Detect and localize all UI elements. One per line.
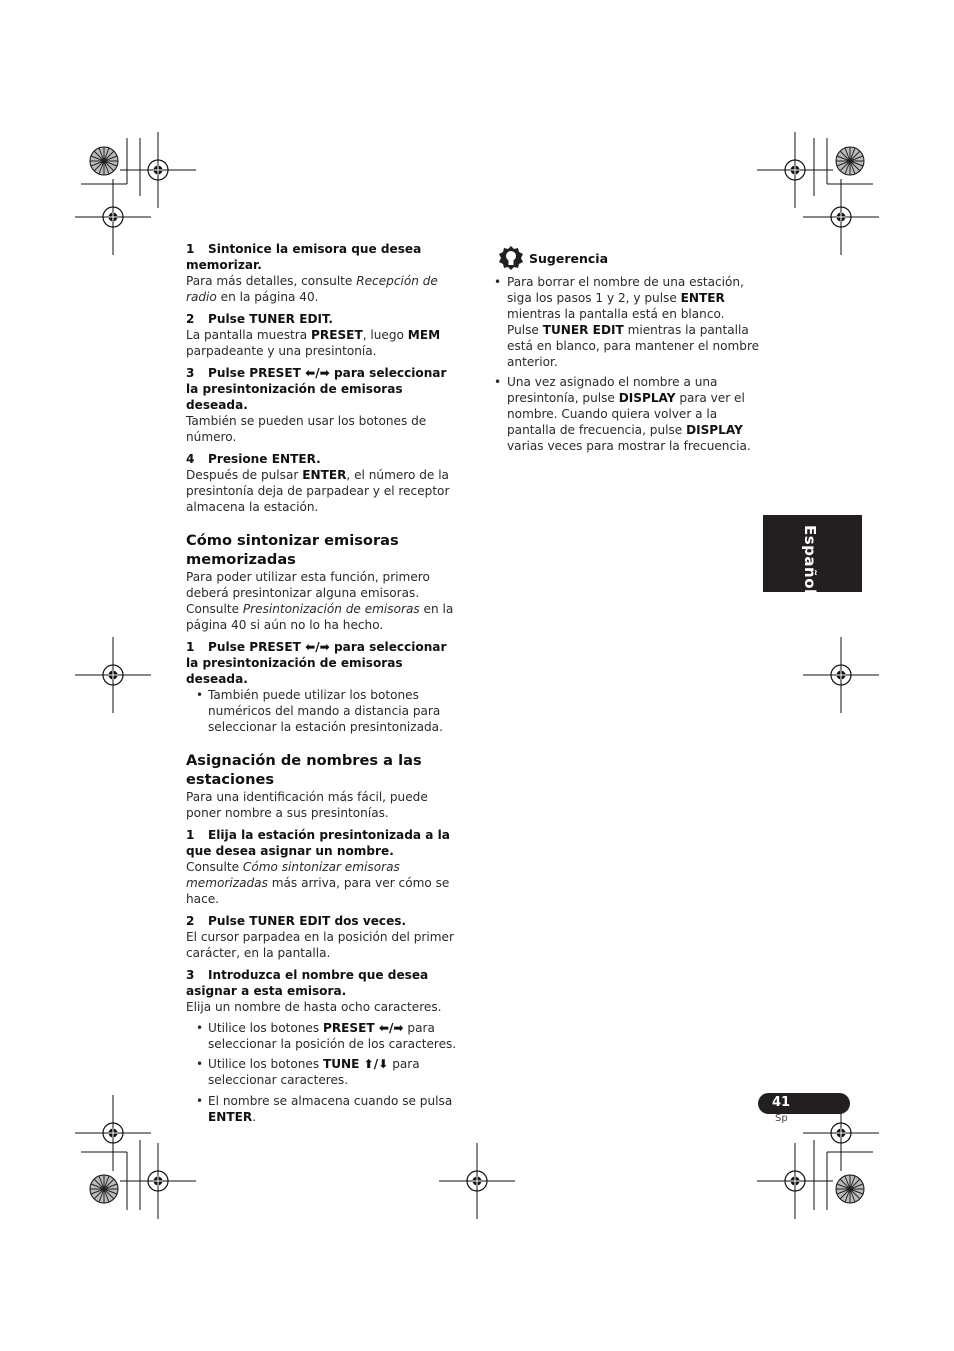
- step-heading: 3 Introduzca el nombre que desea asignar a esta emisora.: [186, 968, 429, 998]
- star-target-icon: [90, 1175, 118, 1203]
- registration-mark-icon: [120, 1143, 196, 1219]
- body-text: El cursor parpadea en la posición del primer carácter, en la pantalla.: [186, 930, 454, 960]
- section-heading: Asignación de nombres a las estaciones: [186, 752, 422, 788]
- arrow-left-right-icon: ⬅/➡: [305, 366, 330, 380]
- registration-mark-icon: [757, 1143, 833, 1219]
- bullet-item: • El nombre se almacena cuando se pulsa ENTER.: [186, 1093, 462, 1125]
- page-language-code: Sp: [775, 1113, 788, 1124]
- left-column: [186, 241, 462, 1125]
- body-text: Para una identificación más fácil, puede poner nombre a sus presintonías.: [186, 790, 428, 820]
- bullet-item: • Utilice los botones TUNE ⬆/⬇ para seleccionar caracteres.: [186, 1056, 462, 1088]
- tip-box: [494, 245, 760, 454]
- step-heading: 1 Sintonice la emisora que desea memorizar.: [186, 242, 422, 272]
- step-heading: 2 Pulse TUNER EDIT dos veces.: [186, 914, 407, 928]
- section-heading: Cómo sintonizar emisoras memorizadas: [186, 532, 399, 568]
- body-text: También se pueden usar los botones de número.: [186, 414, 427, 444]
- star-target-icon: [836, 147, 864, 175]
- registration-mark-icon: [439, 1143, 515, 1219]
- tip-title: Sugerencia: [529, 251, 608, 266]
- tip-bullet: • Para borrar el nombre de una estación, siga los pasos 1 y 2, y pulse ENTER mientras la pantalla está en blanco. Pulse TUNER EDIT mientras la pantalla está en blanco, para mantener el nombre anterior.: [494, 274, 760, 370]
- body-text: Para poder utilizar esta función, primero deberá presintonizar alguna emisoras. Consulte Presintonización de emisoras en la página 40 si aún no lo ha hecho.: [186, 570, 454, 632]
- body-text: Elija un nombre de hasta ocho caracteres.: [186, 1000, 442, 1014]
- page-number: 41: [772, 1095, 791, 1110]
- body-text: Consulte Cómo sintonizar emisoras memorizadas más arriva, para ver cómo se hace.: [186, 860, 450, 906]
- step-heading: 1 Pulse PRESET ⬅/➡ para seleccionar la presintonización de emisoras deseada.: [186, 640, 447, 686]
- bullet-item: • También puede utilizar los botones numéricos del mando a distancia para seleccionar la estación presintonizada.: [186, 687, 462, 735]
- step-heading: 4 Presione ENTER.: [186, 452, 321, 466]
- registration-mark-icon: [803, 637, 879, 713]
- page-number-badge: [758, 1093, 850, 1114]
- star-target-icon: [90, 147, 118, 175]
- body-text: Para más detalles, consulte Recepción de radio en la página 40.: [186, 274, 438, 304]
- tip-bullet: • Una vez asignado el nombre a una presintonía, pulse DISPLAY para ver el nombre. Cuando quiera volver a la pantalla de frecuencia, pulse DISPLAY varias veces para mostrar la frecuencia.: [494, 374, 760, 454]
- bullet-item: • Utilice los botones PRESET ⬅/➡ para seleccionar la posición de los caracteres.: [186, 1020, 462, 1052]
- star-target-icon: [836, 1175, 864, 1203]
- step-heading: 1 Elija la estación presintonizada a la que desea asignar un nombre.: [186, 828, 450, 858]
- tip-header: [494, 245, 760, 269]
- step-heading: 2 Pulse TUNER EDIT.: [186, 312, 334, 326]
- arrow-left-right-icon: ⬅/➡: [305, 640, 330, 654]
- body-text: Después de pulsar ENTER, el número de la presintonía deja de parpadear y el receptor almacena la estación.: [186, 468, 450, 514]
- language-tab-label: Español: [801, 525, 819, 595]
- lightbulb-icon: [498, 245, 524, 271]
- step-heading: 3 Pulse PRESET ⬅/➡ para seleccionar la presintonización de emisoras deseada.: [186, 366, 447, 412]
- registration-mark-icon: [120, 132, 196, 208]
- body-text: La pantalla muestra PRESET, luego MEM parpadeante y una presintonía.: [186, 328, 441, 358]
- language-tab: [763, 515, 862, 595]
- registration-mark-icon: [757, 132, 833, 208]
- registration-mark-icon: [75, 637, 151, 713]
